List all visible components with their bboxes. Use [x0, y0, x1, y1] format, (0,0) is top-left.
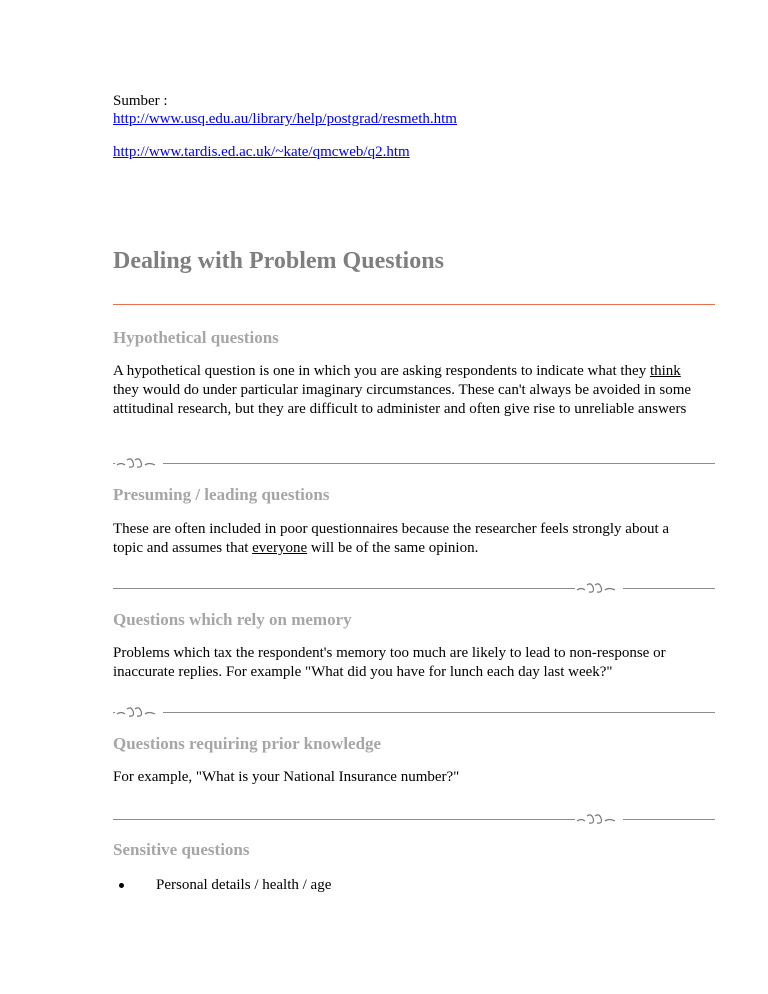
section-text-hypothetical: A hypothetical question is one in which you are asking respondents to indicate what they think they would do under particular imaginary circumstances. These can't always be avoided in some attitudinal research, but they are difficult to administer and often give rise to unreliable answers	[113, 363, 692, 417]
sensitive-list	[113, 876, 693, 895]
source-link-tardis[interactable]: http://www.tardis.ed.ac.uk/~kate/qmcweb/q2.htm	[113, 144, 410, 160]
section-heading-presuming: Presuming / leading questions	[113, 485, 330, 504]
section-text-prior-knowledge: For example, "What is your National Insurance number?"	[113, 769, 460, 785]
section-text-presuming: These are often included in poor questionnaires because the researcher feels strongly about a topic and assumes that everyone will be of the same opinion.	[113, 521, 670, 556]
ornamental-divider	[113, 708, 715, 716]
section-heading-sensitive: Sensitive questions	[113, 840, 250, 859]
section-heading-memory: Questions which rely on memory	[113, 610, 352, 629]
ornamental-divider	[113, 459, 715, 467]
scroll-ornament-icon	[115, 456, 163, 470]
scroll-ornament-icon	[115, 705, 163, 719]
title-rule	[113, 304, 715, 305]
page-title: Dealing with Problem Questions	[113, 248, 444, 274]
ornamental-divider	[113, 584, 715, 592]
source-label: Sumber :	[113, 93, 168, 109]
bullet-icon	[119, 883, 124, 888]
scroll-ornament-icon	[575, 581, 623, 595]
ornamental-divider	[113, 815, 715, 823]
scroll-ornament-icon	[575, 812, 623, 826]
source-link-usq[interactable]: http://www.usq.edu.au/library/help/postgrad/resmeth.htm	[113, 111, 457, 127]
list-item: Personal details / health / age	[113, 876, 693, 895]
section-text-memory: Problems which tax the respondent's memory too much are likely to lead to non-response or inaccurate replies. For example "What did you have for lunch each day last week?"	[113, 645, 666, 680]
section-heading-hypothetical: Hypothetical questions	[113, 328, 279, 347]
section-heading-prior-knowledge: Questions requiring prior knowledge	[113, 734, 382, 753]
